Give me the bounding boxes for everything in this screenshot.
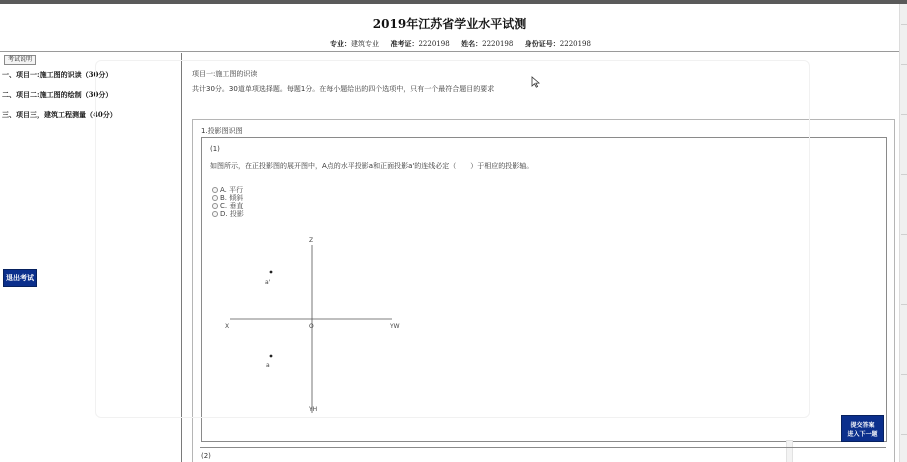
exam-title: 2019年江苏省学业水平试测 <box>372 17 527 31</box>
main-content <box>183 53 899 462</box>
id-label: 身份证号： <box>524 39 560 48</box>
exit-exam-button[interactable]: 退出考试 <box>3 269 37 287</box>
sidebar-item-project-2[interactable]: 二、项目二:施工图的绘制（30分） <box>2 90 113 99</box>
label-origin: O <box>309 323 314 330</box>
candidate-info <box>330 39 591 49</box>
label-z: Z <box>309 237 314 244</box>
submit-next-button[interactable] <box>841 415 884 442</box>
next-question-number: (2) <box>201 452 211 460</box>
option-b-label: B. 倾斜 <box>220 194 244 202</box>
label-x: X <box>225 323 230 330</box>
radio-d[interactable] <box>212 211 218 217</box>
major-label: 专业： <box>330 39 351 48</box>
question-card <box>201 137 887 442</box>
question-text: 如图所示，在正投影图的展开图中，A点的水平投影a和正面投影a'的连线必定（ ）于相应的投影轴。 <box>210 162 534 170</box>
next-label: 进入下一题 <box>847 431 878 438</box>
label-yh: YH <box>309 406 318 413</box>
ticket-label: 准考证： <box>390 39 419 48</box>
option-d[interactable] <box>212 209 244 219</box>
label-a-prime: a' <box>265 279 271 286</box>
next-question-border <box>200 447 886 448</box>
question-number: (1) <box>210 145 220 153</box>
option-d-label: D. 投影 <box>220 210 244 218</box>
projection-axes-figure <box>222 233 422 418</box>
exam-instructions-button[interactable]: 考试说明 <box>4 55 36 65</box>
sidebar <box>0 53 182 462</box>
project-description: 共计30分。30道单项选择题。每题1分。在每小题给出的四个选项中，只有一个最符合题目的要求 <box>192 85 495 93</box>
question-group-box <box>192 119 895 462</box>
ticket-value: 2220198 <box>418 40 450 48</box>
label-yw: YW <box>390 323 400 330</box>
option-c-label: C. 垂直 <box>220 202 244 210</box>
project-title: 项目一:施工图的识读 <box>192 70 258 78</box>
name-value: 2220198 <box>482 40 514 48</box>
id-value: 2220198 <box>559 40 591 48</box>
submit-label: 提交答案 <box>850 422 875 429</box>
window-right-scrollbar[interactable] <box>899 4 907 462</box>
sidebar-item-project-1[interactable]: 一、项目一:施工图的识读（30分） <box>2 70 113 79</box>
question-group-title: 1.投影图识图 <box>201 127 243 135</box>
major-value: 建筑专业 <box>351 40 379 48</box>
name-label: 姓名： <box>461 39 483 48</box>
mouse-cursor-icon <box>531 76 541 88</box>
point-a <box>270 355 273 358</box>
label-a: a <box>266 362 270 369</box>
inner-scrollbar[interactable] <box>786 440 793 462</box>
option-a-label: A. 平行 <box>220 186 244 194</box>
sidebar-item-project-3[interactable]: 三、项目三，建筑工程测量（40分） <box>2 110 117 119</box>
point-a-prime <box>270 271 273 274</box>
exam-header <box>0 4 899 52</box>
